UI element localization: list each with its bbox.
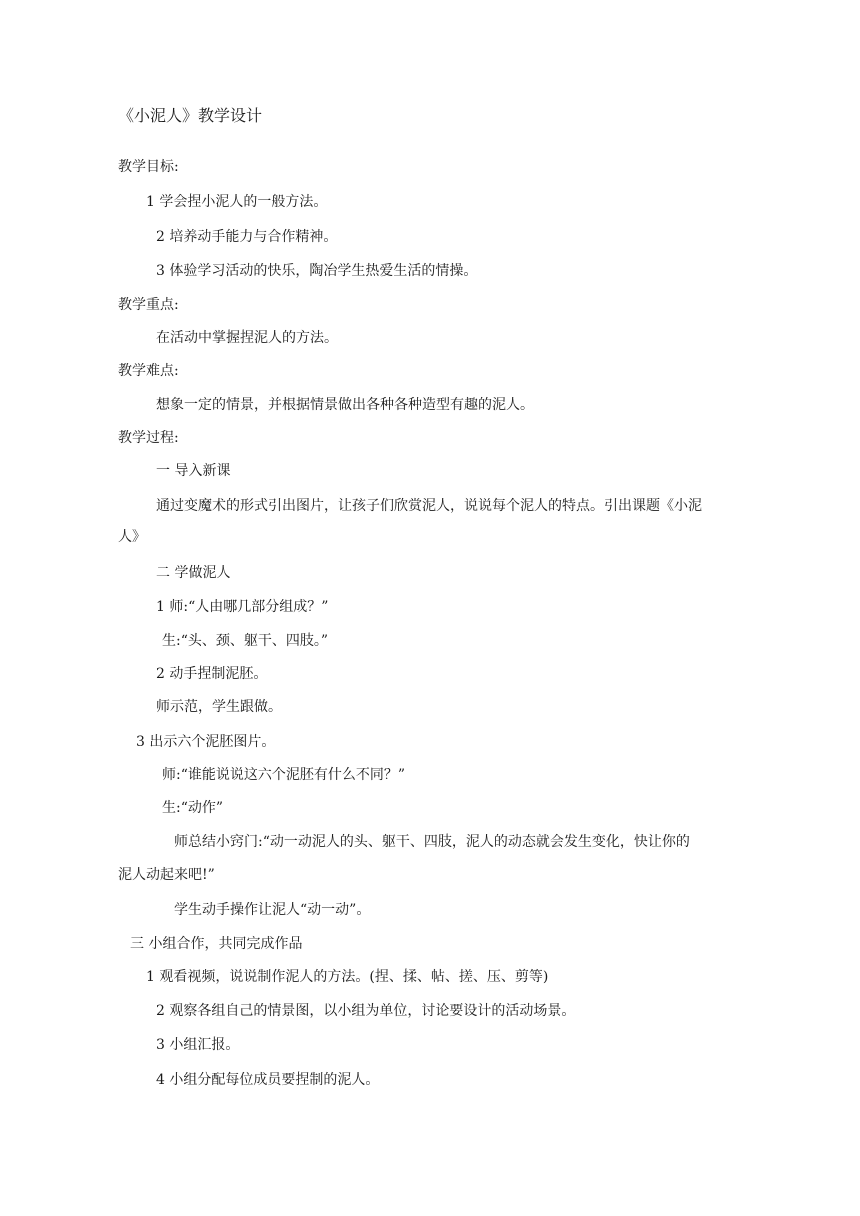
part2-practice: 学生动手操作让泥人“动一动”。 bbox=[174, 902, 371, 918]
objective-item-3: 3 体验学习活动的快乐，陶冶学生热爱生活的情操。 bbox=[156, 263, 478, 279]
part3-item-1: 1 观看视频，说说制作泥人的方法。(捏、揉、帖、搓、压、剪等) bbox=[146, 969, 549, 985]
objective-item-2: 2 培养动手能力与合作精神。 bbox=[156, 229, 338, 245]
part3-heading: 三 小组合作，共同完成作品 bbox=[130, 936, 303, 952]
part2-item-4: 师示范，学生跟做。 bbox=[156, 699, 282, 715]
difficulties-text: 想象一定的情景，并根据情景做出各种各种造型有趣的泥人。 bbox=[156, 397, 534, 413]
part2-item-7: 生:“动作” bbox=[162, 800, 224, 816]
part2-item-6: 师:“谁能说说这六个泥胚有什么不同？” bbox=[162, 767, 406, 783]
part1-text-line-1: 通过变魔术的形式引出图片，让孩子们欣赏泥人，说说每个泥人的特点。引出课题《小泥 bbox=[156, 498, 702, 514]
part1-heading: 一 导入新课 bbox=[156, 463, 231, 479]
document-title: 《小泥人》教学设计 bbox=[118, 106, 263, 125]
difficulties-heading: 教学难点: bbox=[118, 363, 179, 379]
part3-item-3: 3 小组汇报。 bbox=[156, 1037, 240, 1053]
part2-item-2: 生:“头、颈、躯干、四肢。” bbox=[162, 633, 329, 649]
part1-text-line-2: 人》 bbox=[118, 529, 146, 545]
part2-item-3: 2 动手捏制泥胚。 bbox=[156, 666, 268, 682]
process-heading: 教学过程: bbox=[118, 430, 179, 446]
objectives-heading: 教学目标: bbox=[118, 159, 179, 175]
part2-summary-line-1: 师总结小窍门:“动一动泥人的头、躯干、四肢，泥人的动态就会发生变化，快让你的 bbox=[174, 834, 690, 850]
key-points-heading: 教学重点: bbox=[118, 297, 179, 313]
part3-item-2: 2 观察各组自己的情景图，以小组为单位，讨论要设计的活动场景。 bbox=[156, 1003, 576, 1019]
part2-heading: 二 学做泥人 bbox=[156, 565, 231, 581]
part2-item-1: 1 师:“人由哪几部分组成？” bbox=[156, 599, 329, 615]
objective-item-1: 1 学会捏小泥人的一般方法。 bbox=[146, 194, 328, 210]
part2-item-5: 3 出示六个泥胚图片。 bbox=[136, 734, 276, 750]
key-points-text: 在活动中掌握捏泥人的方法。 bbox=[156, 330, 338, 346]
part2-summary-line-2: 泥人动起来吧!” bbox=[118, 867, 215, 883]
part3-item-4: 4 小组分配每位成员要捏制的泥人。 bbox=[156, 1072, 380, 1088]
